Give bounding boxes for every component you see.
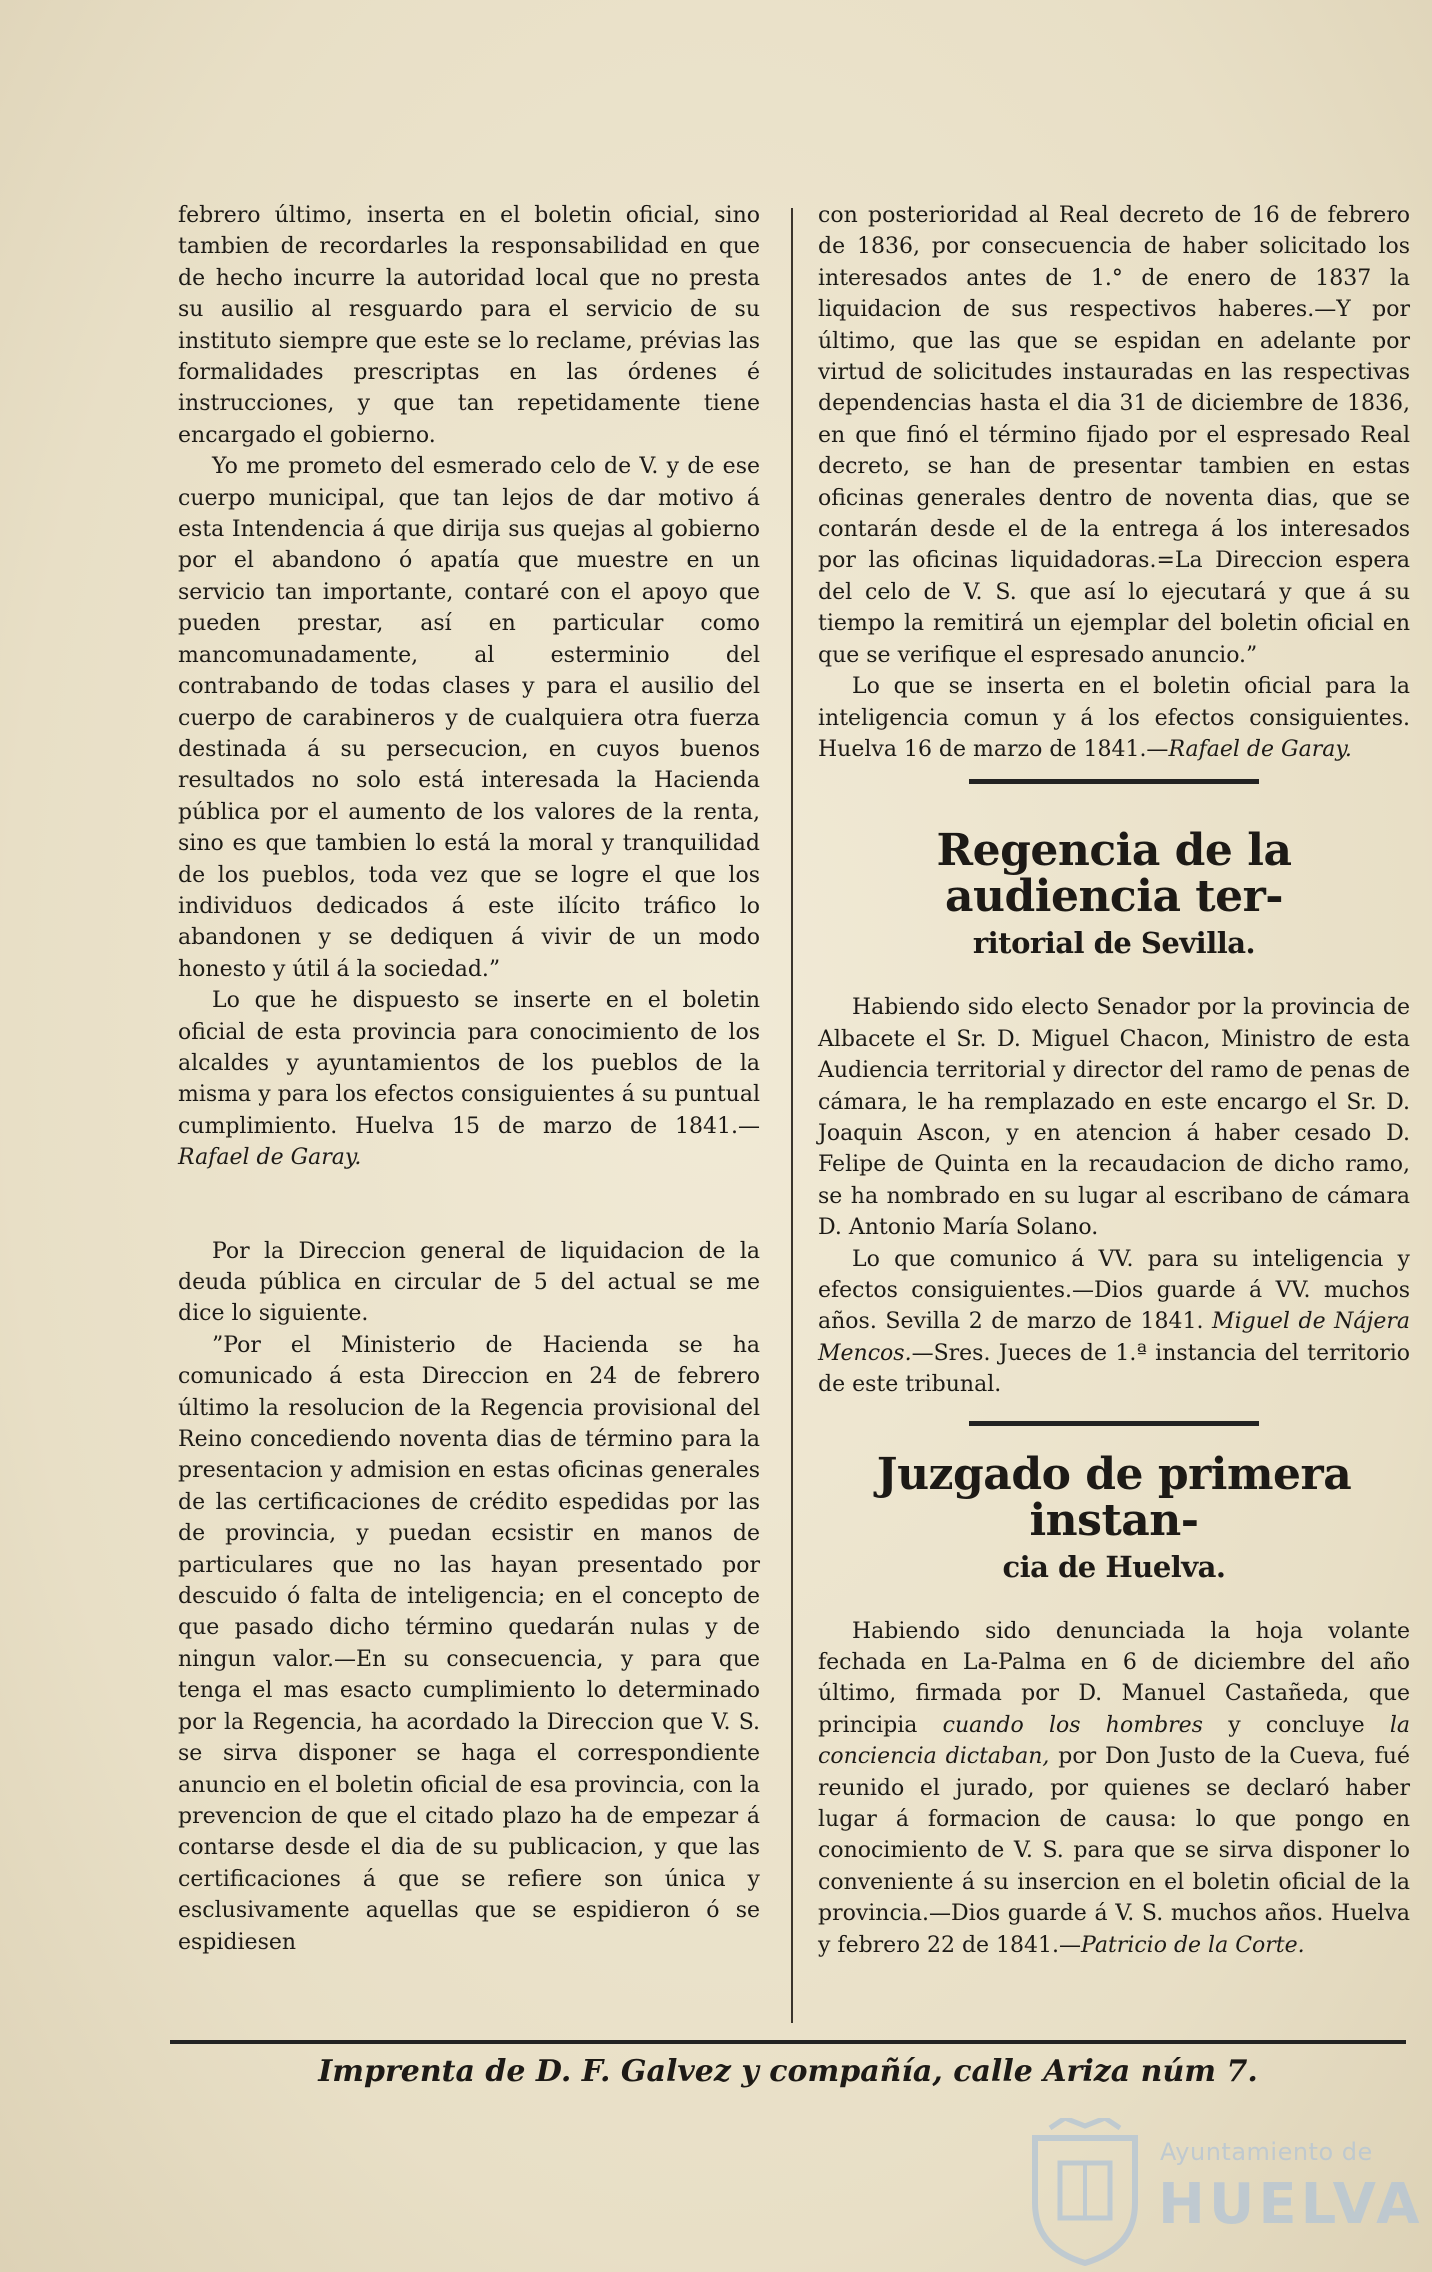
- paragraph: ”Por el Ministerio de Hacienda se ha comunicado á esta Direccion en 24 de febrero último la resolucion de la Regencia provisional del Reino concediendo noventa dias de término para la presentacion y admision en estas oficinas generales de las certificaciones de crédito espedidas por las de provincia, y puedan ecsistir en manos de particulares que no las hayan presentado por descuido ó falta de inteligencia; en el concepto de que pasado dicho término quedarán nulas y de ningun valor.—En su consecuencia, y para que tenga el mas esacto cumplimiento lo determinado por la Regencia, ha acordado la Direccion que V. S. se sirva disponer se haga el correspondiente anuncio en el boletin oficial de esa provincia, con la prevencion de que el citado plazo ha de empezar á contarse desde el dia de su publicacion, y que las certificaciones á que se refiere son única y esclusivamente aquellas que se espidieron ó se espidiesen: [178, 1332, 760, 1955]
- paragraph: [818, 1616, 1410, 1961]
- signature: Rafael de Garay.: [1168, 736, 1352, 762]
- paragraph-text: Habiendo sido denunciada la hoja volante fechada en La-Palma en 6 de diciembre del año último, firmada por D. Manuel Castañeda, que principia: [818, 1618, 1410, 1738]
- watermark-text: Ayuntamiento de: [1160, 2138, 1373, 2166]
- italic-quote: la conciencia dictaban,: [818, 1712, 1410, 1770]
- column-divider: [791, 208, 793, 2023]
- signature: Patricio de la Corte.: [1081, 1932, 1305, 1958]
- paragraph-text: Lo que he dispuesto se inserte en el boletin oficial de esta provincia para conocimiento de los alcaldes y ayuntamientos de los pueblos de la misma y para los efectos consiguientes á su puntual cumplimiento. Huelva 15 de marzo de 1841.—: [178, 988, 760, 1139]
- paragraph: febrero último, inserta en el boletin oficial, sino tambien de recordarles la responsabilidad en que de hecho incurre la autoridad local que no presta su ausilio al resguardo para el servicio de su instituto siempre que este se lo reclame, prévias las formalidades prescriptas en las órdenes é instrucciones, y que tan repetidamente tiene encargado el gobierno.: [178, 203, 760, 448]
- imprint-line: Imprenta de D. F. Galvez y compañía, calle Ariza núm 7.: [318, 2054, 1258, 2089]
- paragraph-text: y concluye: [1202, 1712, 1390, 1738]
- shield-icon: [1020, 2118, 1150, 2268]
- paragraph-text: Lo que comunico á VV. para su inteligencia y efectos consiguientes.—Dios guarde á VV. muchos años. Sevilla 2 de marzo de 1841.: [818, 1246, 1410, 1335]
- section-heading-line: ritorial de Sevilla.: [972, 926, 1256, 961]
- section-rule: [969, 1421, 1259, 1426]
- watermark-text: HUELVA: [1158, 2172, 1424, 2237]
- paragraph: Yo me prometo del esmerado celo de V. y de ese cuerpo municipal, que tan lejos de dar motivo á esta Intendencia á que dirija sus quejas al gobierno por el abandono ó apatía que muestre en un servicio tan importante, contaré con el apoyo que pueden prestar, así en particular como mancomunadamente, al esterminio del contrabando de todas clases y para el ausilio del cuerpo de carabineros y de cualquiera otra fuerza destinada á su persecucion, en cuyos buenos resultados no solo está interesada la Hacienda pública por el aumento de los valores de la renta, sino es que tambien lo está la moral y tranquilidad de los pueblos, toda vez que se logre el que los individuos dedicados á este ilícito tráfico lo abandonen y se dediquen á vivir de un modo honesto y útil á la sociedad.”: [178, 454, 760, 982]
- paragraph: [818, 1244, 1410, 1401]
- paragraph-text: por Don Justo de la Cueva, fué reunido el jurado, por quienes se declaró haber lugar á formacion de causa: lo que pongo en conocimiento de V. S. para que se sirva disponer lo conveniente á su insercion en el boletin oficial de la provincia.—Dios guarde á V. S. muchos años. Huelva y febrero 22 de 1841.—: [818, 1744, 1410, 1958]
- paragraph: Habiendo sido electo Senador por la provincia de Albacete el Sr. D. Miguel Chacon, Ministro de esta Audiencia territorial y director del ramo de penas de cámara, le ha remplazado en este encargo el Sr. D. Joaquin Ascon, y en atencion á haber cesado D. Felipe de Quinta en la recaudacion de dicho ramo, se ha nombrado en su lugar al escribano de cámara D. Antonio María Solano.: [818, 995, 1410, 1241]
- section-heading-juzgado: [818, 1448, 1410, 1586]
- ayuntamiento-watermark: [1010, 2118, 1424, 2268]
- section-heading-line: cia de Huelva.: [1002, 1549, 1226, 1584]
- paragraph: [178, 985, 760, 1173]
- section-heading-line: Juzgado de primera instan-: [876, 1448, 1352, 1546]
- section-heading-line: Regencia de la audiencia ter-: [936, 825, 1292, 923]
- section-heading-regencia: [818, 825, 1410, 962]
- paragraph-text: —Sres. Jueces de 1.ª instancia del territorio de este tribunal.: [818, 1340, 1410, 1398]
- section-rule: [969, 779, 1259, 784]
- paragraph: Por la Direccion general de liquidacion de la deuda pública en circular de 5 del actual se me dice lo siguiente.: [178, 1238, 760, 1327]
- signature: Rafael de Garay.: [178, 1145, 362, 1171]
- signature: Miguel de Nájera Mencos.: [818, 1309, 1410, 1366]
- paragraph-text: Lo que se inserta en el boletin oficial para la inteligencia comun y á los efectos consiguientes. Huelva 16 de marzo de 1841.—: [818, 674, 1410, 762]
- paragraph: con posterioridad al Real decreto de 16 de febrero de 1836, por consecuencia de haber solicitado los interesados antes de 1.° de enero de 1837 la liquidacion de sus respectivos haberes.—Y por último, que las que se espidan en adelante por virtud de solicitudes instauradas en las respectivas dependencias hasta el dia 31 de diciembre de 1836, en que finó el término fijado por el espresado Real decreto, se han de presentar tambien en estas oficinas generales dentro de noventa dias, que se contarán desde el de la entrega á los interesados por las oficinas liquidadoras.=La Direccion espera del celo de V. S. que así lo ejecutará y que á su tiempo la remitirá un ejemplar del boletin oficial en que se verifique el espresado anuncio.”: [818, 203, 1410, 668]
- right-column: [818, 200, 1410, 1961]
- paragraph: [818, 671, 1410, 765]
- italic-quote: cuando los hombres: [942, 1712, 1203, 1738]
- footer-rule: [170, 2040, 1406, 2044]
- left-column: [178, 200, 760, 1958]
